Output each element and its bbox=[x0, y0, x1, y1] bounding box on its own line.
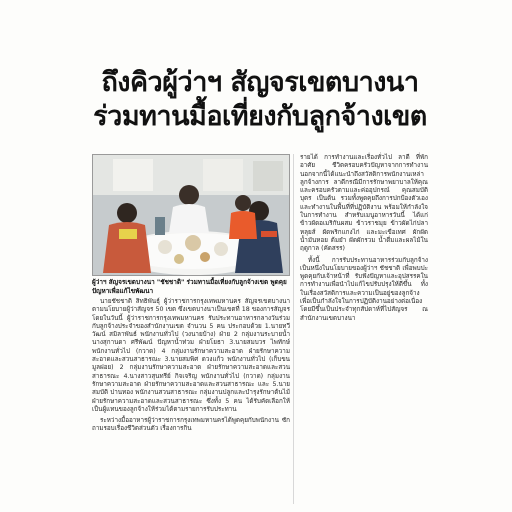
paragraph: นายชัชชาติ สิทธิพันธุ์ ผู้ว่าราชการกรุงเทพมหานคร สัญจรเขตบางนา ตามนโยบายผู้ว่าสัญจร 50 เขต ซึ่งเขตบางนาเป็นเขตที่ 18 ของการสัญจร โดยในวันนี้ ผู้ว่าราชการกรุงเทพมหานคร รับประทานอาหารกลางวันร่วมกับลูกจ้างประจำของสำนักงานเขต จำนวน 5 คน ประกอบด้วย 1.นายทวีวัฒน์ สมิลาพันธ์ พนักงานทั่วไป (วงนายบ้าง) ฝ่าย 2 กลุ่มงานระบายน้ำ นางสุกานดา ศรีพัฒน์ ปัญหาน้ำท่วม ฝ่ายโยธา 3.นายสมบวร ไพทักษ์ พนักงานทั่วไป (กวาด) 4 กลุ่มงานรักษาความสะอาด ฝ่ายรักษาความสะอาดและสวนสาธารณะ 3.นายสมพิศ ดวงแก้ว พนักงานทั่วไป (เก็บขนมูลฝอย) 2 กลุ่มงานรักษาความสะอาด ฝ่ายรักษาความสะอาดและสวนสาธารณะ 4.นางสาวสุนทรีย์ กิจเจริญ พนักงานทั่วไป (กวาด) กลุ่มงานรักษาความสะอาด ฝ่ายรักษาความสะอาดและสวนสาธารณะ และ 5.นายสมบัติ ปานทอง พนักงานสวนสาธารณะ กลุ่มงานปลูกและบำรุงรักษาต้นไม้ ฝ่ายรักษาความสะอาดและสวนสาธารณะ ซึ่งทั้ง 5 คน ได้รับคัดเลือกให้เป็นผู้แทนของลูกจ้างให้ร่วมได้ตามรายการรับประทาน bbox=[92, 298, 290, 413]
headline-line-2: ร่วมทานมื้อเที่ยงกับลูกจ้างเขต bbox=[93, 101, 427, 132]
article-photo bbox=[92, 154, 290, 276]
paragraph: ทั้งนี้ การรับประทานอาหารร่วมกับลูกจ้างเป็นหนึ่งในนโยบายของผู้ว่าฯ ชัชชาติ เพื่อพบปะพูดคุยกับเจ้าหน้าที่ รับฟังปัญหาและอุปสรรคในการทำงานเพื่อนำไปแก้ไขปรับปรุงให้ดีขึ้น ทั้งในเรื่องสวัสดิการและความเป็นอยู่ของลูกจ้างเพื่อเป็นกำลังใจในการปฏิบัติงานอย่างต่อเนื่อง โดยมีขึ้นเป็นประจำทุกสัปดาห์ที่ไปสัญจร ณ สำนักงานเขตบางนา bbox=[300, 256, 428, 322]
paragraph: ระหว่างมื้ออาหารผู้ว่าราชการกรุงเทพมหานครได้พูดคุยกับพนักงาน ซักถามรอบเรื่องชีวิตส่วนตัว เรื่องการกิน bbox=[92, 417, 290, 433]
article-column-right bbox=[300, 154, 428, 326]
column-divider bbox=[293, 154, 294, 504]
paragraph: รายได้ การทำงานและเรื่องทั่วไป ลาดี ที่พักอาศัย ชีวิตครอบครัวปัญหาจากการทำงาน นอกจากนี้ได้แนะนำถึงสวัสดิการพนักงานเหล่าลูกจ้างการ ลาดีกรณีมีการรักษาพยาบาลให้คุณและครอบครัวตามและค่ออุปกรณ์ คุณสมบัติ บุตร เป็นต้น รวมทั้งพูดคุยถึงการปกป้องตัวเองและทำงานในพื้นที่ที่ปฏิบัติงาน พร้อมให้กำลังใจในการทำงาน สำหรับเมนูอาหารวันนี้ ได้แก่ ข้าวผัดอเมริกันผสม ข้าวราชมุย ข้าวผัดไก่ปลาหลุยส์ ผัดพริกแกงไก่ และมะเขือเทศ ผักผัดน้ำมันหอย ต้มยำ ผัดผักรวม น้ำดื่มและผลไม้ในฤดูกาล (คัดสรร) bbox=[300, 154, 428, 253]
headline-line-1: ถึงคิวผู้ว่าฯ สัญจรเขตบางนา bbox=[101, 67, 419, 98]
photo-caption: ผู้ว่าฯ สัญจรเขตบางนา "ชัชชาติ" ร่วมทานมื้อเที่ยงกับลูกจ้างเขต พูดคุยปัญหาเพื่อแก้ไขพัฒนา bbox=[92, 278, 287, 295]
article-column-left bbox=[92, 298, 290, 437]
headline bbox=[60, 66, 460, 134]
lunch-scene-image bbox=[93, 155, 289, 275]
